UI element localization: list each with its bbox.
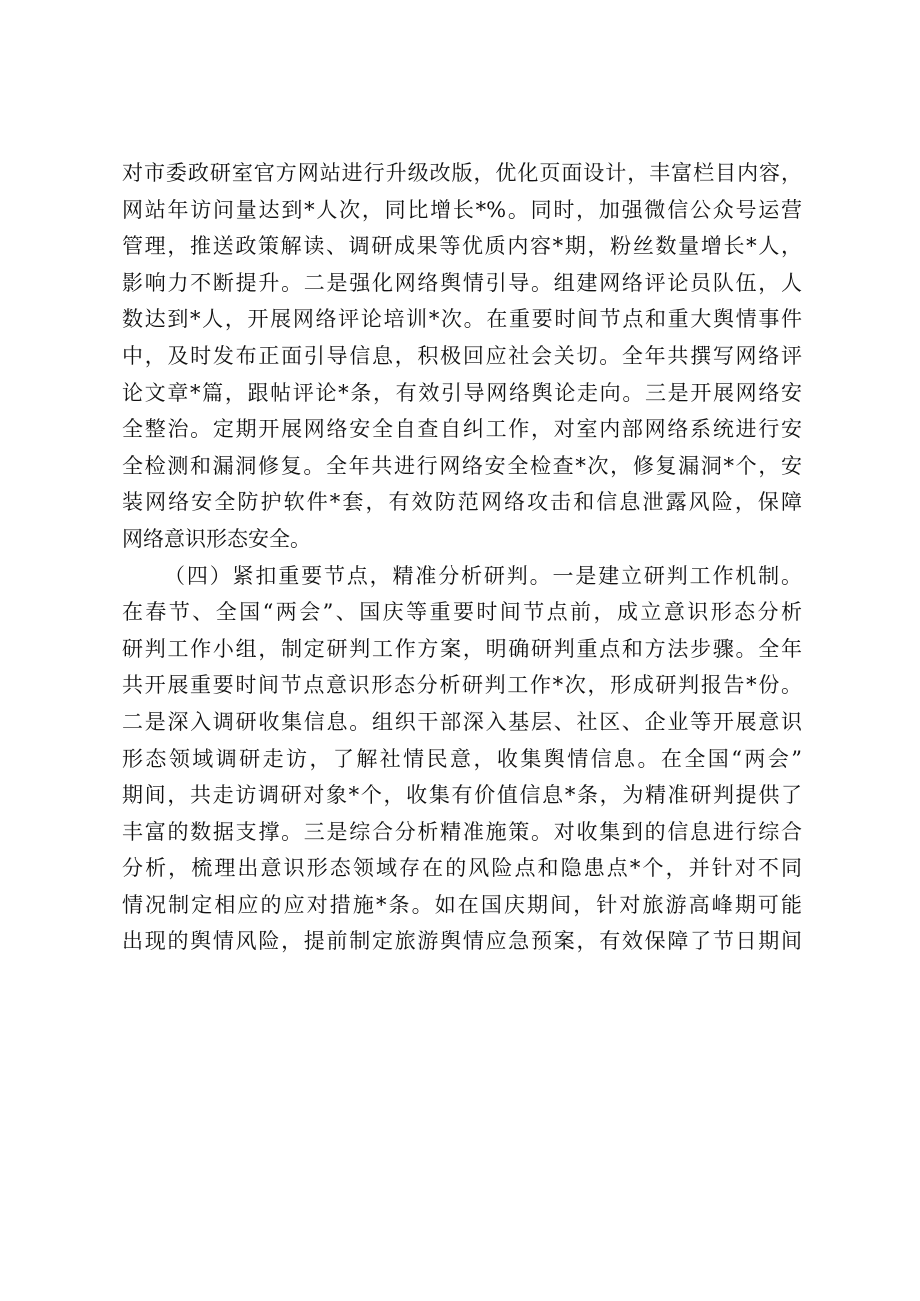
text-line: 丰富的数据支撑。三是综合分析精准施策。对收集到的信息进行综合 (122, 819, 802, 844)
text-line: 情况制定相应的应对措施*条。如在国庆期间，针对旅游高峰期可能 (122, 892, 802, 917)
text-line: 期间，共走访调研对象*个，收集有价值信息*条，为精准研判提供了 (122, 783, 802, 808)
text-line: 论文章*篇，跟帖评论*条，有效引导网络舆论走向。三是开展网络安 (122, 380, 802, 405)
text-line: 影响力不断提升。二是强化网络舆情引导。组建网络评论员队伍，人 (122, 270, 802, 295)
text-line: 研判工作小组，制定研判工作方案，明确研判重点和方法步骤。全年 (122, 636, 802, 661)
text-line: 出现的舆情风险，提前制定旅游舆情应急预案，有效保障了节日期间 (122, 929, 802, 954)
text-line: 网络意识形态安全。 (122, 526, 311, 551)
text-line: 装网络安全防护软件*套，有效防范网络攻击和信息泄露风险，保障 (122, 490, 802, 515)
text-line: 分析，梳理出意识形态领域存在的风险点和隐患点*个，并针对不同 (122, 856, 802, 881)
text-line: 数达到*人，开展网络评论培训*次。在重要时间节点和重大舆情事件 (122, 307, 802, 332)
section-heading-line: （四）紧扣重要节点，精准分析研判。一是建立研判工作机制。 (164, 563, 802, 588)
text-line: 对市委政研室官方网站进行升级改版，优化页面设计，丰富栏目内容， (122, 161, 802, 185)
text-line: 中，及时发布正面引导信息，积极回应社会关切。全年共撰写网络评 (122, 343, 802, 368)
paragraph-key-nodes-analysis (122, 558, 802, 961)
text-line: 全检测和漏洞修复。全年共进行网络安全检查*次，修复漏洞*个，安 (122, 453, 802, 478)
text-line: 二是深入调研收集信息。组织干部深入基层、社区、企业等开展意识 (122, 709, 802, 734)
text-line: 共开展重要时间节点意识形态分析研判工作*次，形成研判报告*份。 (122, 673, 802, 698)
text-line: 在春节、全国“两会”、国庆等重要时间节点前，成立意识形态分析 (122, 600, 802, 625)
text-line: 形态领域调研走访，了解社情民意，收集舆情信息。在全国“两会” (122, 746, 802, 771)
text-line: 网站年访问量达到*人次，同比增长*%。同时，加强微信公众号运营 (122, 197, 802, 222)
text-line: 全整治。定期开展网络安全自查自纠工作，对室内部网络系统进行安 (122, 417, 802, 442)
text-line: 管理，推送政策解读、调研成果等优质内容*期，粉丝数量增长*人， (122, 234, 802, 259)
document-body (122, 155, 802, 960)
paragraph-network-security (122, 155, 802, 558)
